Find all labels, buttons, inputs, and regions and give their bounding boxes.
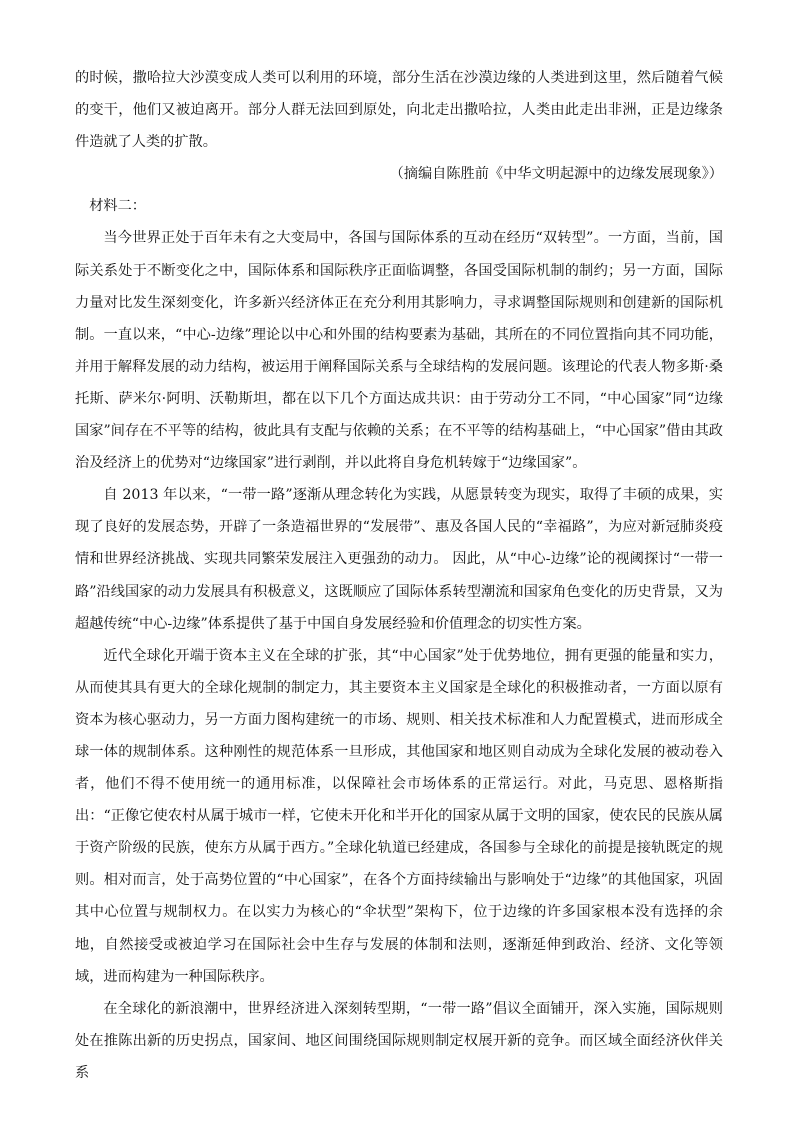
paragraph-2: 当今世界正处于百年未有之大变局中，各国与国际体系的互动在经历“双转型”。一方面，当前，国际关系处于不断变化之中，国际体系和国际秩序正面临调整，各国受国际机制的制约；另一方面，国际力量对比发生深刻变化，许多新兴经济体正在充分利用其影响力，寻求调整国际规则和创建新的国际机制。一直以来，“中心-边缘”理论以中心和外围的结构要素为基础，其所在的不同位置指向其不同功能，并用于解释发展的动力结构，被运用于阐释国际关系与全球结构的发展问题。该理论的代表人物多斯·桑托斯、萨米尔·阿明、沃勒斯坦，都在以下几个方面达成共识：由于劳动分工不同，“中心国家”同“边缘国家”间存在不平等的结构，彼此具有支配与依赖的关系；在不平等的结构基础上，“中心国家”借由其政治及经济上的优势对“边缘国家”进行剥削，并以此将自身危机转嫁于“边缘国家”。	[75, 230, 723, 472]
document-page	[75, 62, 723, 1089]
paragraph-4: 近代全球化开端于资本主义在全球的扩张，其“中心国家”处于优势地位，拥有更强的能量和实力，从而使其具有更大的全球化规制的制定力，其主要资本主义国家是全球化的积极推动者，一方面以原有资本为核心驱动力，另一方面力图构建统一的市场、规则、相关技术标准和人力配置模式，进而形成全球一体的规制体系。这种刚性的规范体系一旦形成，其他国家和地区则自动成为全球化发展的被动卷入者，他们不得不使用统一的通用标准，以保障社会市场体系的正常运行。对此，马克思、恩格斯指出：“正像它使农村从属于城市一样，它使未开化和半开化的国家从属于文明的国家，使农民的民族从属于资产阶级的民族，使东方从属于西方。”全球化轨道已经建成，各国参与全球化的前提是接轨既定的规则。相对而言，处于高势位置的“中心国家”，在各个方面持续输出与影响处于“边缘”的其他国家，巩固其中心位置与规制权力。在以实力为核心的“伞状型”架构下，位于边缘的许多国家根本没有选择的余地，自然接受或被迫学习在国际社会中生存与发展的体制和法则，逐渐延伸到政治、经济、文化等领域，进而构建为一种国际秩序。	[75, 647, 723, 985]
citation: （摘编自陈胜前《中华文明起源中的边缘发展现象》）	[389, 166, 723, 183]
paragraph-5: 在全球化的新浪潮中，世界经济进入深刻转型期，“一带一路”倡议全面铺开，深入实施，国际规则处在推陈出新的历史拐点，国家间、地区间围绕国际规则制定权展开新的竞争。而区域全面经济伙伴关系	[75, 1000, 723, 1081]
section-heading-material-2: 材料二：	[89, 198, 146, 215]
paragraph-1: 的时候，撒哈拉大沙漠变成人类可以利用的环境，部分生活在沙漠边缘的人类进到这里，然后随着气候的变干，他们又被迫离开。部分人群无法回到原处，向北走出撒哈拉，人类由此走出非洲，正是边缘条件造就了人类的扩散。	[75, 70, 723, 151]
paragraph-3: 自 2013 年以来，“一带一路”逐渐从理念转化为实践，从愿景转变为现实，取得了丰硕的成果，实现了良好的发展态势，开辟了一条造福世界的“发展带”、惠及各国人民的“幸福路”，为应对新冠肺炎疫情和世界经济挑战、实现共同繁荣发展注入更强劲的动力。 因此，从“中心-边缘”论的视阈探讨“一带一路”沿线国家的动力发展具有积极意义，这既顺应了国际体系转型潮流和国家角色变化的历史背景，又为超越传统“中心-边缘”体系提供了基于中国自身发展经验和价值理念的切实性方案。	[75, 487, 723, 632]
